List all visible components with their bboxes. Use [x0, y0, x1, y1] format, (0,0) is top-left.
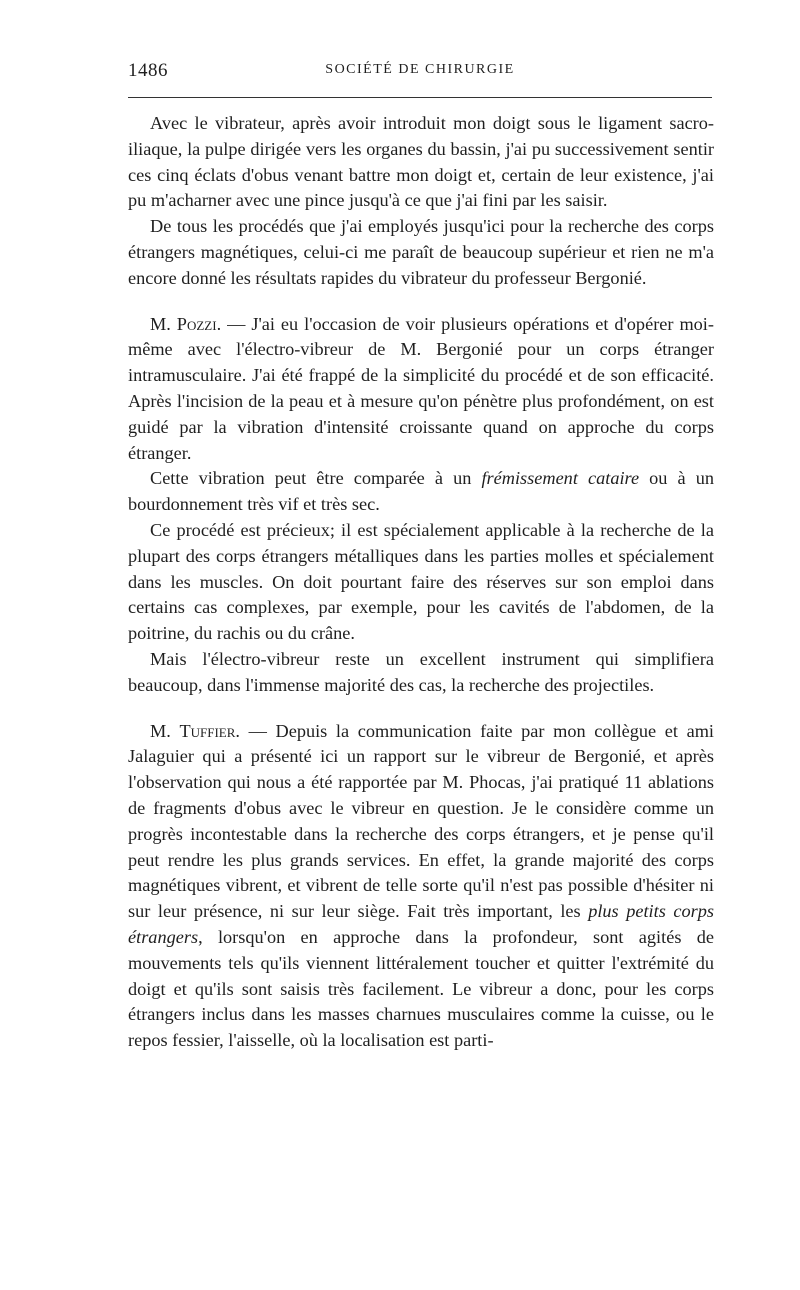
- page-header: [128, 60, 712, 86]
- paragraph: Ce procédé est précieux; il est spécialement applicable à la recherche de la plupart des corps étrangers métalliques dans les parties molles et spécialement dans les muscles. On doit pourtant faire des réserves sur son emploi dans certains cas complexes, par exemple, pour les cavités de l'abdomen, de la poitrine, du rachis ou du crâne.: [128, 519, 714, 644]
- paragraph: Mais l'électro-vibreur reste un excellent instrument qui simplifiera beaucoup, dans l'immense majorité des cas, la recherche des projectiles.: [128, 648, 714, 695]
- paragraph-speaker-tuffier: M. Tuffier. — Depuis la communication faite par mon collègue et ami Jalaguier qui a présenté ici un rapport sur le vibreur de Bergonié, et après l'observation qui nous a été rapportée par M. Phocas, j'ai pratiqué 11 ablations de fragments d'obus avec le vibreur en question. Je le considère comme un progrès incontestable dans la recherche des corps étrangers, et je pense qu'il peut rendre les plus grands services. En effet, la grande majorité des corps magnétiques vibrent, et vibrent de telle sorte qu'il n'est pas possible d'hésiter ni sur leur présence, ni sur leur siège. Fait très important, les plus petits corps étrangers, lorsqu'on en approche dans la profondeur, sont agités de mouvements tels qu'ils viennent littéralement toucher et quitter l'extrémité du doigt et qu'ils sont saisis très facilement. Le vibreur a donc, pour les corps étrangers inclus dans les masses charnues musculaires comme la cuisse, ou le repos fessier, l'aisselle, où la localisation est parti-: [128, 720, 714, 1051]
- speaker-prefix: M.: [150, 313, 177, 334]
- speaker-prefix: M.: [150, 720, 180, 741]
- paragraph-speaker-pozzi: M. Pozzi. — J'ai eu l'occasion de voir plusieurs opérations et d'opérer moi-même avec l'électro-vibreur de M. Bergonié pour un corps étranger intramusculaire. J'ai été frappé de la simplicité du procédé et de son efficacité. Après l'incision de la peau et à mesure qu'on pénètre plus profondément, on est guidé par la vibration d'intensité croissante quand on approche du corps étranger.: [128, 313, 714, 463]
- header-rule: [128, 97, 712, 98]
- speaker-name: Tuffier: [179, 720, 236, 741]
- paragraph: De tous les procédés que j'ai employés jusqu'ici pour la recherche des corps étrangers magnétiques, celui-ci me paraît de beaucoup supérieur et rien ne m'a encore donné les résultats rapides du vibrateur du professeur Bergonié.: [128, 216, 714, 288]
- page-number: 1486: [128, 60, 168, 81]
- paragraph: Avec le vibrateur, après avoir introduit mon doigt sous le ligament sacro-iliaque, la pulpe dirigée vers les organes du bassin, j'ai pu successivement sentir ces cinq éclats d'obus venant battre mon doigt et, certain de leur existence, j'ai pu m'acharner avec une pince jusqu'à ce que j'ai fini par les saisir.: [128, 113, 714, 211]
- paragraph: Cette vibration peut être comparée à un frémissement cataire ou à un bourdonnement très vif et très sec.: [128, 468, 714, 515]
- body-text: [128, 111, 714, 1054]
- running-head: SOCIÉTÉ DE CHIRURGIE: [325, 62, 515, 77]
- speaker-name: Pozzi: [176, 313, 217, 334]
- italic-term: frémissement cataire: [481, 468, 640, 489]
- italic-term: plus petits corps étrangers: [128, 901, 714, 947]
